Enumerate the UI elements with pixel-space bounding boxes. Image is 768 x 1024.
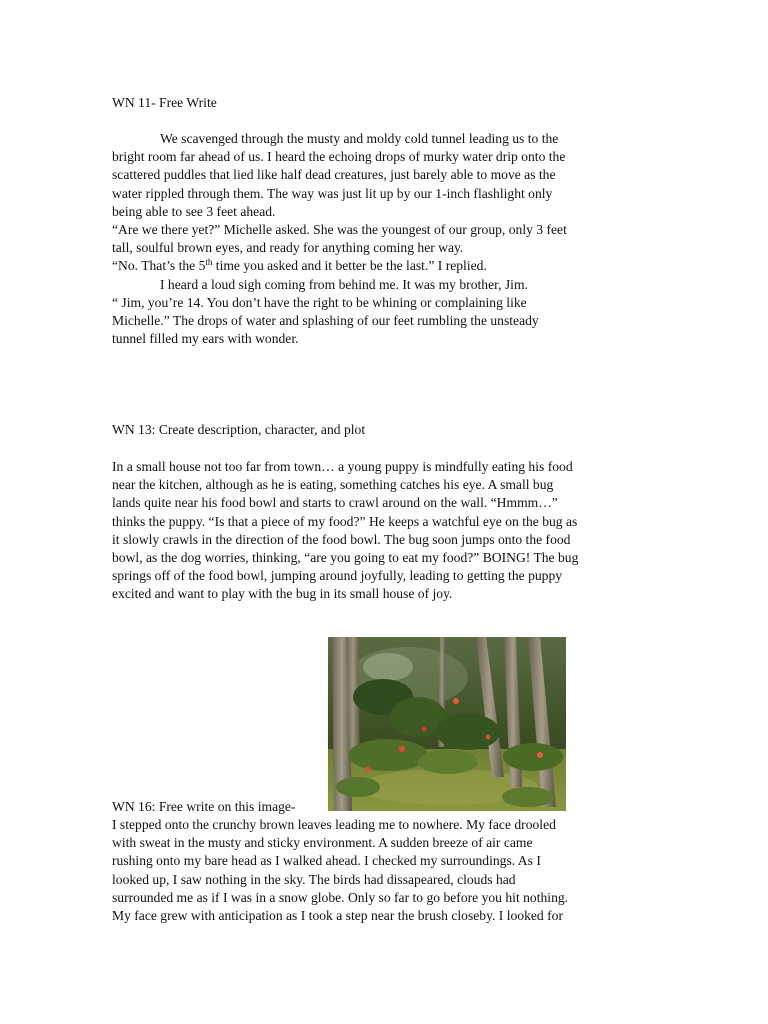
text-line: “Are we there yet?” Michelle asked. She was the youngest of our group, only 3 feet <box>112 222 567 238</box>
text-line: I heard a loud sigh coming from behind me. It was my brother, Jim. <box>160 276 528 292</box>
text-line: being able to see 3 feet ahead. <box>112 203 276 219</box>
text-line: scattered puddles that lied like half dead creatures, just barely able to move as the <box>112 167 556 183</box>
text-line: Michelle.” The drops of water and splashing of our feet rumbling the unsteady <box>112 313 539 329</box>
text-line: lands quite near his food bowl and starts to crawl around on the wall. “Hmmm…” <box>112 495 558 511</box>
text-line: I stepped onto the crunchy brown leaves leading me to nowhere. My face drooled <box>112 817 556 832</box>
text-line: tall, soulful brown eyes, and ready for anything coming her way. <box>112 240 464 256</box>
text-line <box>112 257 567 275</box>
text-line: surrounded me as if I was in a snow globe. Only so far to go before you hit nothing. <box>112 889 569 905</box>
section-heading-wn16: WN 16: Free write on this image- <box>112 799 296 814</box>
paragraph-wn13 <box>112 458 578 604</box>
jungle-palm-trees-image <box>328 637 566 811</box>
section-heading-wn13: WN 13: Create description, character, and plot <box>112 422 366 437</box>
text-line: bowl, as the dog worries, thinking, “are you going to eat my food?” BOING! The bug <box>112 550 579 566</box>
text-line: near the kitchen, although as he is eating, something catches his eye. A small bug <box>112 477 554 493</box>
text-line: bright room far ahead of us. I heard the echoing drops of murky water drip onto the <box>112 149 566 165</box>
text-line: We scavenged through the musty and moldy cold tunnel leading us to the <box>160 131 559 146</box>
text-line: it slowly crawls in the direction of the food bowl. The bug soon jumps onto the food <box>112 531 571 547</box>
text-line: In a small house not too far from town… a young puppy is mindfully eating his food <box>112 459 573 474</box>
text-line: with sweat in the musty and sticky environment. A sudden breeze of air came <box>112 835 533 851</box>
text-line: tunnel filled my ears with wonder. <box>112 331 299 347</box>
text-line: excited and want to play with the bug in its small house of joy. <box>112 586 453 602</box>
section-heading-wn11: WN 11- Free Write <box>112 95 217 110</box>
text-line: water rippled through them. The way was just lit up by our 1-inch flashlight only <box>112 185 553 201</box>
text-line: thinks the puppy. “Is that a piece of my food?” He keeps a watchful eye on the bug as <box>112 513 578 529</box>
paragraph-wn16 <box>112 816 568 925</box>
text-line: rushing onto my bare head as I walked ahead. I checked my surroundings. As I <box>112 853 541 869</box>
text-line: My face grew with anticipation as I took a step near the brush closeby. I looked for <box>112 908 563 924</box>
paragraph-wn11 <box>112 130 567 348</box>
text-line: “ Jim, you’re 14. You don’t have the right to be whining or complaining like <box>112 294 527 310</box>
jungle-scene-graphic <box>328 637 566 811</box>
text-line: springs off of the food bowl, jumping around joyfully, leading to getting the puppy <box>112 568 563 584</box>
text-line: looked up, I saw nothing in the sky. The birds had dissapeared, clouds had <box>112 871 516 887</box>
text-run: time you asked and it better be the last.” I replied. <box>212 258 487 274</box>
superscript: th <box>205 257 213 268</box>
text-run: “No. That’s the 5 <box>112 258 206 274</box>
